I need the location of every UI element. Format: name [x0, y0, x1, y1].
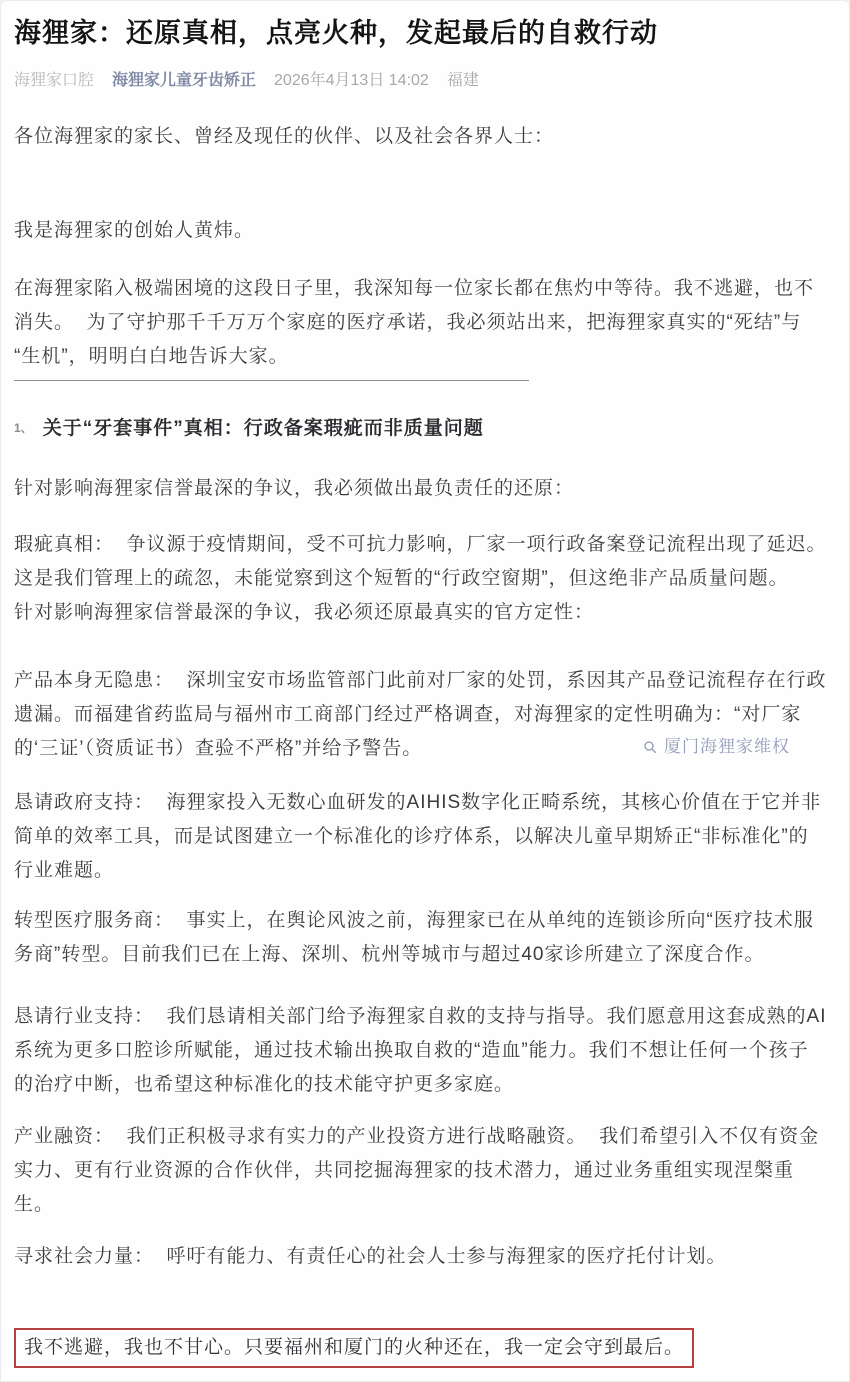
salutation-text: 各位海狸家的家长、曾经及现任的伙伴、以及社会各界人士：	[14, 126, 555, 147]
product-no-hazard	[14, 664, 828, 766]
government-support	[14, 786, 828, 888]
restoration-lead-text: 针对影响海狸家信誉最深的争议，我必须做出最负责任的还原：	[14, 478, 575, 499]
industry-financing	[14, 1120, 828, 1222]
restoration-lead	[14, 472, 828, 506]
opening-statement-text: 在海狸家陷入极端困境的这段日子里，我深知每一位家长都在焦灼中等待。我不逃避，也不消失。 为了守护那千千万万个家庭的医疗承诺，我必须站出来，把海狸家真实的“死结”与“生机”，明明白白地告诉大家。	[14, 278, 815, 367]
search-watermark-label: 厦门海狸家维权	[664, 737, 790, 756]
final-pledge	[14, 1328, 694, 1368]
meta-source-link[interactable]: 海狸家儿童牙齿矫正	[112, 72, 257, 89]
social-power-text: 寻求社会力量： 呼吁有能力、有责任心的社会人士参与海狸家的医疗托付计划。	[14, 1246, 727, 1267]
meta-region: 福建	[446, 72, 479, 89]
article-title: 海狸家：还原真相，点亮火种，发起最后的自救行动	[14, 18, 658, 48]
flaw-truth-text: 瑕疵真相： 争议源于疫情期间，受不可抗力影响，厂家一项行政备案登记流程出现了延迟。这是我们管理上的疏忽，未能觉察到这个短暂的“行政空窗期”，但这绝非产品质量问题。	[14, 534, 827, 589]
product-no-hazard-text: 产品本身无隐患： 深圳宝安市场监管部门此前对厂家的处罚，系因其产品登记流程存在行政遗漏。而福建省药监局与福州市工商部门经过严格调查，对海狸家的定性明确为：“对厂家的‘三证’（资质证书）查验不严格”并给予警告。	[14, 670, 827, 759]
final-pledge-text: 我不逃避，我也不甘心。只要福州和厦门的火种还在，我一定会守到最后。	[24, 1337, 685, 1358]
government-support-text: 恳请政府支持： 海狸家投入无数心血研发的AIHIS数字化正畸系统，其核心价值在于它并非简单的效率工具，而是试图建立一个标准化的诊疗体系，以解决儿童早期矫正“非标准化”的行业难题。	[14, 792, 822, 881]
intro	[14, 214, 828, 248]
transform-provider-text: 转型医疗服务商： 事实上，在舆论风波之前，海狸家已在从单纯的连锁诊所向“医疗技术服务商”转型。目前我们已在上海、深圳、杭州等城市与超过40家诊所建立了深度合作。	[14, 910, 814, 965]
industry-support	[14, 1000, 828, 1102]
opening-statement	[14, 272, 828, 374]
official-definition-lead	[14, 596, 828, 630]
official-definition-lead-text: 针对影响海狸家信誉最深的争议，我必须还原最真实的官方定性：	[14, 602, 595, 623]
intro-text: 我是海狸家的创始人黄炜。	[14, 220, 255, 241]
industry-financing-text: 产业融资： 我们正积极寻求有实力的产业投资方进行战略融资。 我们希望引入不仅有资金实力、更有行业资源的合作伙伴，共同挖掘海狸家的技术潜力，通过业务重组实现涅槃重生。	[14, 1126, 820, 1215]
section-heading-braces-incident-text: 关于“牙套事件”真相：行政备案瑕疵而非质量问题	[42, 418, 484, 439]
search-icon	[643, 740, 658, 755]
industry-support-text: 恳请行业支持： 我们恳请相关部门给予海狸家自救的支持与指导。我们愿意用这套成熟的AI系统为更多口腔诊所赋能，通过技术输出换取自救的“造血”能力。我们不想让任何一个孩子的治疗中断，也希望这种标准化的技术能守护更多家庭。	[14, 1006, 827, 1095]
meta-source-primary: 海狸家口腔	[14, 72, 95, 89]
salutation	[14, 120, 828, 154]
article-body	[14, 120, 828, 1368]
section-heading-braces-incident	[14, 411, 828, 446]
section-divider	[14, 380, 529, 381]
flaw-truth	[14, 528, 828, 596]
transform-provider	[14, 904, 828, 972]
meta-datetime: 2026年4月13日 14:02	[274, 72, 429, 89]
search-watermark-tag[interactable]	[643, 730, 790, 764]
section-number: 1、	[14, 421, 33, 435]
social-power	[14, 1240, 828, 1274]
article-meta	[14, 68, 828, 94]
